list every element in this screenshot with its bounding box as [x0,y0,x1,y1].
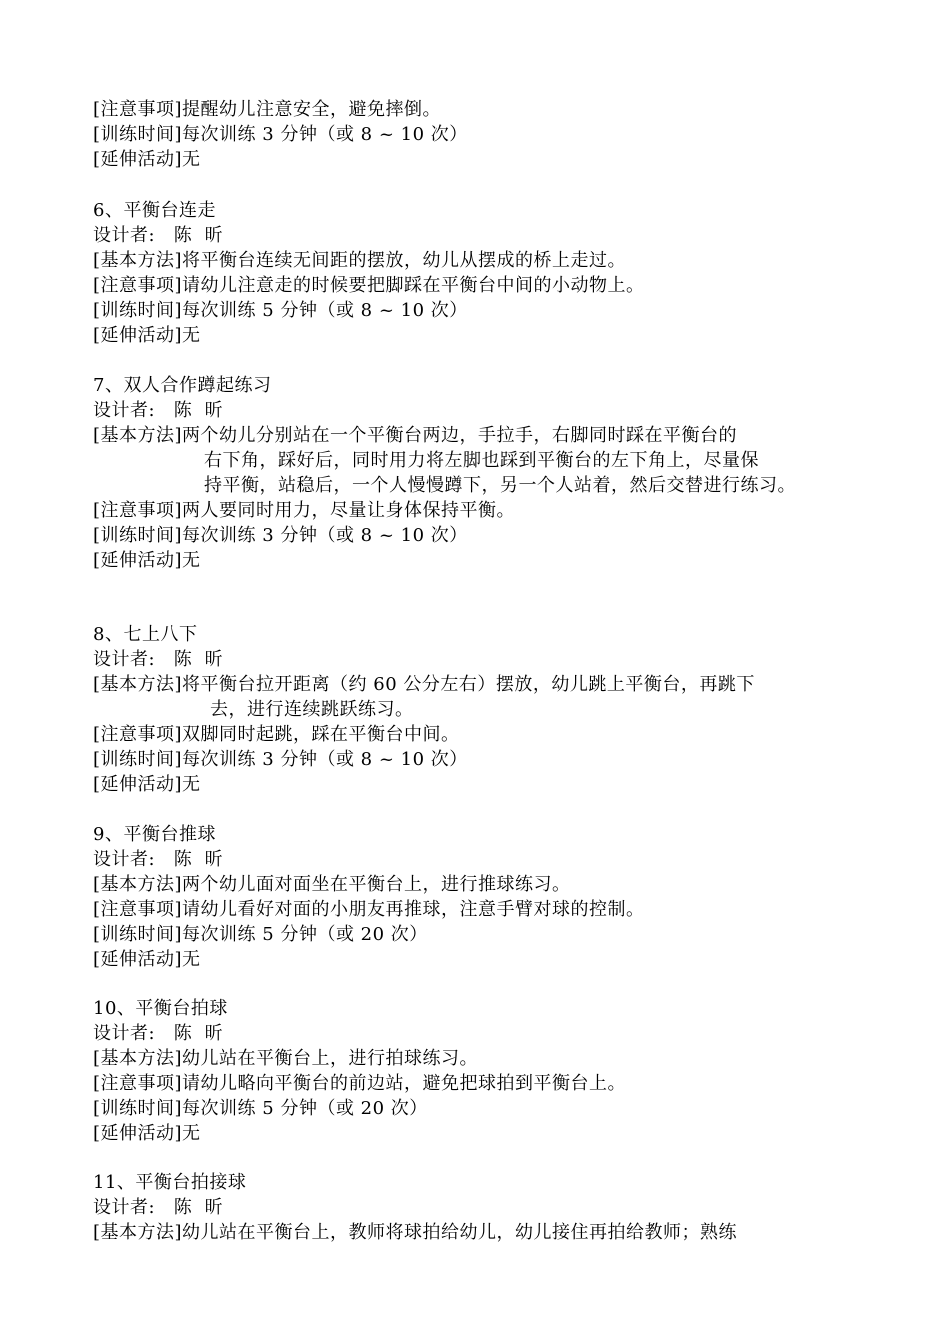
time-line: [训练时间]每次训练 5 分钟（或 20 次） [93,924,428,945]
time-line: [训练时间]每次训练 5 分钟（或 8 ~ 10 次） [93,300,468,321]
note-line: [注意事项]请幼儿注意走的时候要把脚踩在平衡台中间的小动物上。 [93,275,645,296]
note-line: [注意事项]提醒幼儿注意安全，避免摔倒。 [93,99,442,120]
extend-line: [延伸活动]无 [93,550,201,571]
extend-line: [延伸活动]无 [93,325,201,346]
method-line: [基本方法]幼儿站在平衡台上，进行拍球练习。 [93,1048,479,1069]
method-continuation-line: 持平衡，站稳后，一个人慢慢蹲下，另一个人站着，然后交替进行练习。 [204,475,796,496]
extend-line: [延伸活动]无 [93,949,201,970]
method-line: [基本方法]将平衡台拉开距离（约 60 公分左右）摆放，幼儿跳上平衡台，再跳下 [93,674,755,695]
designer-line: 设计者: 陈 昕 [93,849,224,870]
extend-line: [延伸活动]无 [93,1123,201,1144]
section-title: 6、平衡台连走 [93,200,216,221]
section-title: 8、七上八下 [93,624,198,645]
designer-line: 设计者: 陈 昕 [93,1197,224,1218]
method-line: [基本方法]幼儿站在平衡台上，教师将球拍给幼儿，幼儿接住再拍给教师；熟练 [93,1222,738,1243]
section-title: 9、平衡台推球 [93,824,216,845]
time-line: [训练时间]每次训练 3 分钟（或 8 ~ 10 次） [93,124,468,145]
extend-line: [延伸活动]无 [93,149,201,170]
designer-line: 设计者: 陈 昕 [93,225,224,246]
note-line: [注意事项]两人要同时用力，尽量让身体保持平衡。 [93,500,516,521]
method-continuation-line: 去，进行连续跳跃练习。 [210,699,414,720]
method-continuation-line: 右下角，踩好后，同时用力将左脚也踩到平衡台的左下角上，尽量保 [204,450,759,471]
method-line: [基本方法]两个幼儿面对面坐在平衡台上，进行推球练习。 [93,874,571,895]
extend-line: [延伸活动]无 [93,774,201,795]
method-line: [基本方法]两个幼儿分别站在一个平衡台两边，手拉手，右脚同时踩在平衡台的 [93,425,738,446]
method-line: [基本方法]将平衡台连续无间距的摆放，幼儿从摆成的桥上走过。 [93,250,627,271]
section-title: 10、平衡台拍球 [93,998,228,1019]
designer-line: 设计者: 陈 昕 [93,1023,224,1044]
section-title: 7、双人合作蹲起练习 [93,375,272,396]
designer-line: 设计者: 陈 昕 [93,649,224,670]
note-line: [注意事项]请幼儿略向平衡台的前边站，避免把球拍到平衡台上。 [93,1073,627,1094]
section-title: 11、平衡台拍接球 [93,1172,247,1193]
time-line: [训练时间]每次训练 3 分钟（或 8 ~ 10 次） [93,749,468,770]
note-line: [注意事项]双脚同时起跳，踩在平衡台中间。 [93,724,460,745]
time-line: [训练时间]每次训练 3 分钟（或 8 ~ 10 次） [93,525,468,546]
note-line: [注意事项]请幼儿看好对面的小朋友再推球，注意手臂对球的控制。 [93,899,645,920]
designer-line: 设计者: 陈 昕 [93,400,224,421]
time-line: [训练时间]每次训练 5 分钟（或 20 次） [93,1098,428,1119]
